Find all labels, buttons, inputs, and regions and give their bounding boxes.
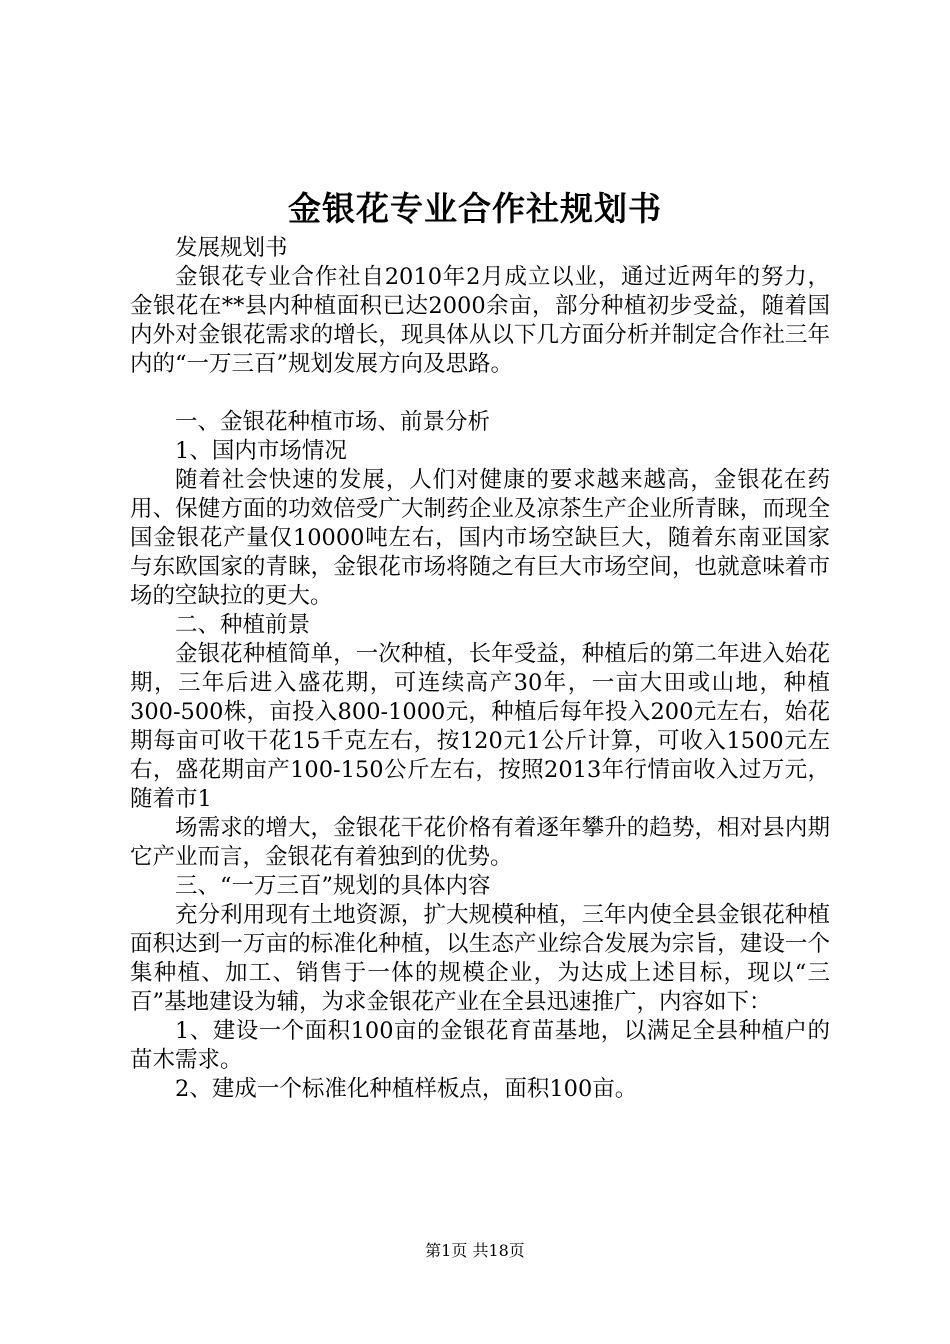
- paragraph-market-demand: 场需求的增大，金银花干花价格有着逐年攀升的趋势，相对县内期它产业而言，金银花有着独到的优势。: [130, 815, 830, 870]
- paragraph-intro: 金银花专业合作社自2010年2月成立以业，通过近两年的努力，金银花在**县内种植面积已达2000余亩，部分种植初步受益，随着国内外对金银花需求的增长，现具体从以下几方面分析并制定合作社三年内的“一万三百”规划发展方向及思路。: [130, 264, 830, 377]
- document-title: 金银花专业合作社规划书: [288, 189, 662, 228]
- section-heading-1: 一、金银花种植市场、前景分析: [175, 409, 491, 435]
- list-item-1: 1、建设一个面积100亩的金银花育苗基地，以满足全县种植户的苗木需求。: [130, 1018, 830, 1073]
- page-footer: 第1页 共18页: [425, 1241, 525, 1260]
- section-heading-2: 二、种植前景: [175, 612, 311, 638]
- paragraph-planting-outlook: 金银花种植简单，一次种植，长年受益，种植后的第二年进入始花期，三年后进入盛花期，可连续高产30年，一亩大田或山地，种植300-500株，亩投入800-1000元，种植后每年投入200元左右，始花期每亩可收干花15千克左右，按120元1公斤计算，可收入1500元左右，盛花期亩产100-150公斤左右，按照2013年行情亩收入过万元，随着市1: [130, 641, 830, 812]
- document-body: [130, 234, 830, 1104]
- paragraph-domestic-market: 随着社会快速的发展，人们对健康的要求越来越高，金银花在药用、保健方面的功效倍受广大制药企业及凉茶生产企业所青睐，而现全国金银花产量仅10000吨左右，国内市场空缺巨大，随着东南亚国家与东欧国家的青睐，金银花市场将随之有巨大市场空间，也就意味着市场的空缺拉的更大。: [130, 467, 830, 609]
- paragraph-subtitle: 发展规划书: [175, 235, 288, 261]
- subsection-heading-1-1: 1、国内市场情况: [175, 438, 347, 464]
- paragraph-plan-content: 充分利用现有土地资源，扩大规模种植，三年内使全县金银花种植面积达到一万亩的标准化种植，以生态产业综合发展为宗旨，建设一个集种植、加工、销售于一体的规模企业，为达成上述目标，现以“三百”基地建设为辅，为求金银花产业在全县迅速推广，内容如下：: [130, 902, 830, 1015]
- list-item-2: 2、建成一个标准化种植样板点，面积100亩。: [175, 1076, 638, 1102]
- section-heading-3: 三、“一万三百”规划的具体内容: [175, 873, 491, 899]
